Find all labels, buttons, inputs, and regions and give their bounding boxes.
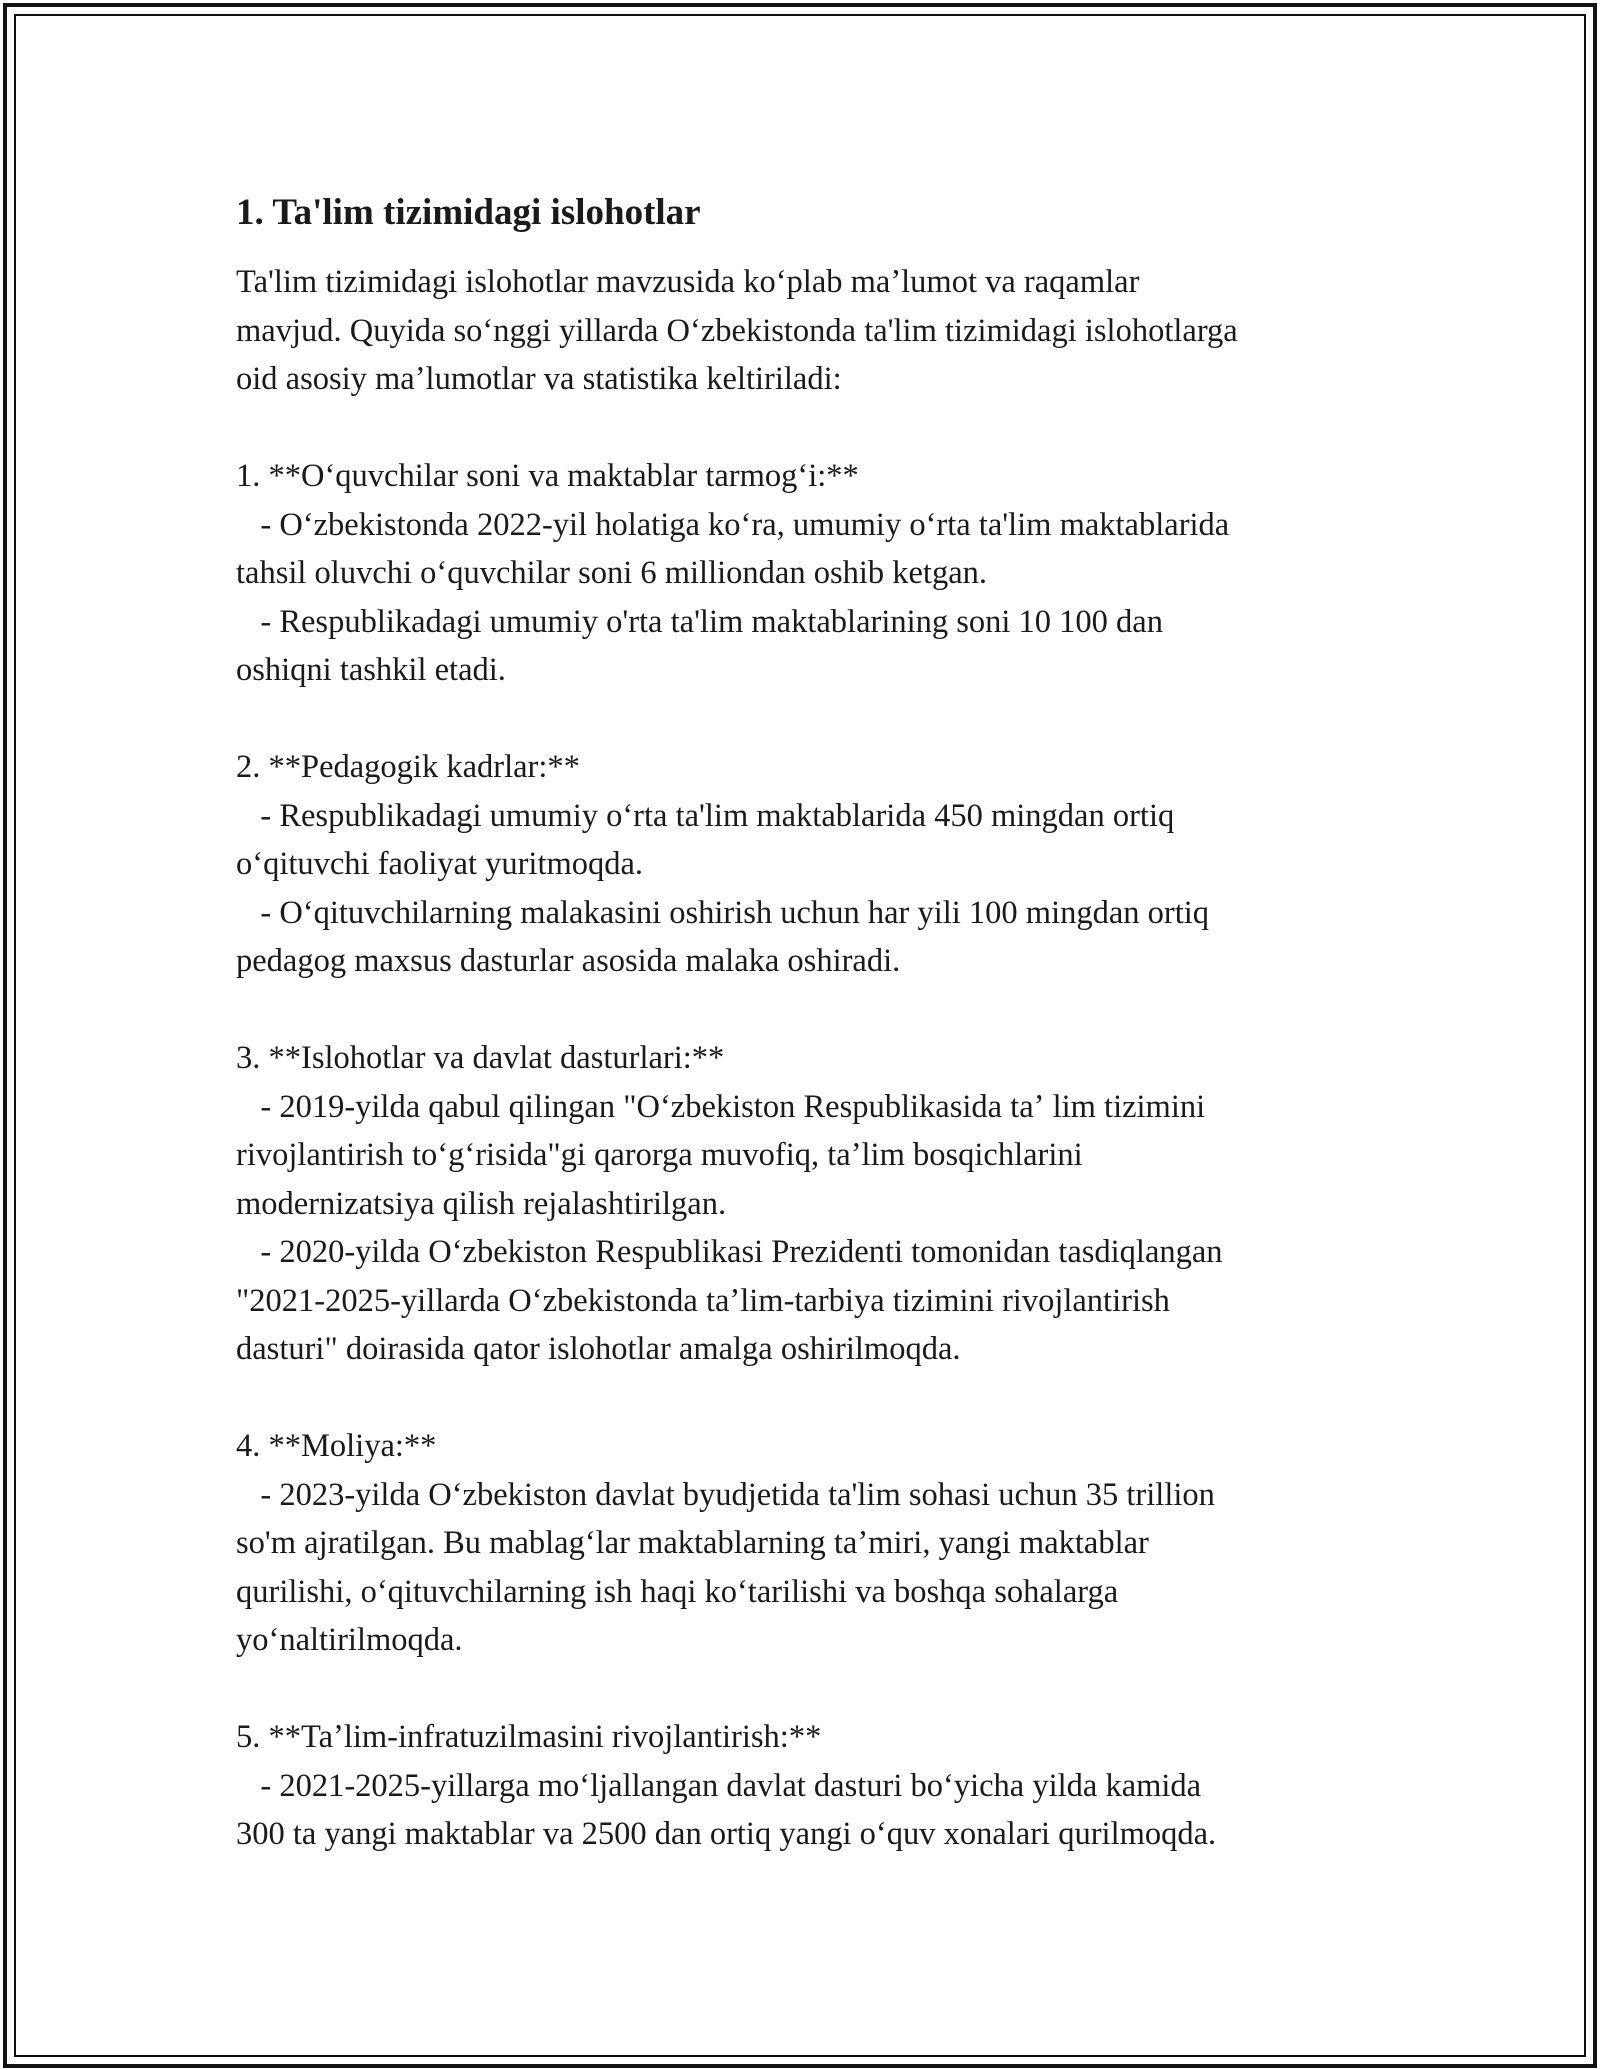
document-body <box>236 188 1396 1859</box>
section-item-line: modernizatsiya qilish rejalashtirilgan. <box>236 1185 727 1222</box>
section-item-line: oshiqni tashkil etadi. <box>236 652 506 688</box>
section-item-line: 300 ta yangi maktablar va 2500 dan ortiq yangi oʻquv xonalari qurilmoqda. <box>236 1816 1217 1852</box>
section-item-line: - Oʻqituvchilarning malakasini oshirish uchun har yili 100 mingdan ortiq <box>260 894 1210 931</box>
section-item-line: - Respublikadagi umumiy o'rta ta'lim maktablarining soni 10 100 dan <box>260 603 1163 640</box>
intro-paragraph <box>236 258 1396 1859</box>
section-item-line: - Respublikadagi umumiy oʻrta ta'lim maktablarida 450 mingdan ortiq <box>260 797 1175 834</box>
section-item-line: - 2019-yilda qabul qilingan "Oʻzbekiston Respublikasida taʼ lim tizimini <box>260 1088 1206 1125</box>
section-heading: 5. **Taʼlim-infratuzilmasini rivojlantirish:** <box>236 1719 822 1755</box>
section-item-line: - Oʻzbekistonda 2022-yil holatiga koʻra, umumiy oʻrta ta'lim maktablarida <box>260 506 1230 543</box>
section-item-line: dasturi" doirasida qator islohotlar amalga oshirilmoqda. <box>236 1331 961 1367</box>
section-item-line: rivojlantirish toʻgʻrisida"gi qarorga muvofiq, taʼlim bosqichlarini <box>236 1137 1083 1173</box>
section-item-line: so'm ajratilgan. Bu mablagʻlar maktablarning taʼmiri, yangi maktablar <box>236 1525 1149 1561</box>
section-heading: 3. **Islohotlar va davlat dasturlari:** <box>236 1040 725 1076</box>
section-item-line: - 2020-yilda Oʻzbekiston Respublikasi Prezidenti tomonidan tasdiqlangan <box>260 1234 1223 1270</box>
section-item-line: - 2021-2025-yillarga moʻljallangan davlat dasturi boʻyicha yilda kamida <box>260 1767 1202 1804</box>
section-item-line: - 2023-yilda Oʻzbekiston davlat byudjetida ta'lim sohasi uchun 35 trillion <box>260 1476 1215 1513</box>
section-item-line: oʻqituvchi faoliyat yuritmoqda. <box>236 846 644 882</box>
section-item-line: qurilishi, oʻqituvchilarning ish haqi koʻtarilishi va boshqa sohalarga <box>236 1573 1119 1610</box>
section-item-line: pedagog maxsus dasturlar asosida malaka oshiradi. <box>236 943 901 979</box>
section-item-line: tahsil oluvchi oʻquvchilar soni 6 milliondan oshib ketgan. <box>236 555 988 591</box>
intro-line: mavjud. Quyida soʻnggi yillarda Oʻzbekistonda ta'lim tizimidagi islohotlarga <box>236 312 1238 349</box>
document-title: 1. Ta'lim tizimidagi islohotlar <box>236 192 701 233</box>
section-heading: 2. **Pedagogik kadrlar:** <box>236 749 580 785</box>
section-item-line: "2021-2025-yillarda Oʻzbekistonda taʼlim-tarbiya tizimini rivojlantirish <box>236 1282 1170 1319</box>
section-item-line: yoʻnaltirilmoqda. <box>236 1622 463 1658</box>
intro-line: Ta'lim tizimidagi islohotlar mavzusida koʻplab maʼlumot va raqamlar <box>236 264 1140 300</box>
intro-line: oid asosiy maʼlumotlar va statistika keltiriladi: <box>236 361 842 397</box>
section-heading: 4. **Moliya:** <box>236 1428 437 1464</box>
section-heading: 1. **Oʻquvchilar soni va maktablar tarmogʻi:** <box>236 458 859 494</box>
